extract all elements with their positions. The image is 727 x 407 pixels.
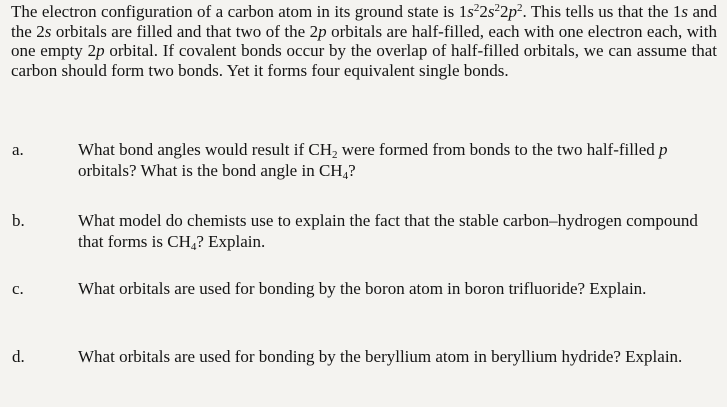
config-p: p	[508, 2, 517, 21]
config-2: 2	[479, 2, 488, 21]
intro-text: orbital. If covalent bonds occur by the overlap of half-filled orbitals, we can assume that carbon should form two bonds. Yet it forms four equivalent single bonds.	[11, 41, 717, 80]
orbital-num: 2	[309, 21, 319, 41]
question-d	[12, 346, 717, 367]
question-letter: a.	[12, 140, 24, 159]
intro-text: and the	[11, 2, 718, 41]
intro-text: . This tells us that the	[522, 2, 673, 21]
orbital-letter: s	[44, 21, 52, 41]
question-text: What orbitals are used for bonding by the beryllium atom in beryllium hydride? Explain.	[78, 347, 683, 366]
question-letter: b.	[12, 211, 25, 230]
config-1: 1	[458, 2, 468, 21]
config-exp: 2	[494, 2, 500, 14]
orbital-num: 1	[672, 2, 682, 21]
question-text: What model do chemists use to explain the fact that the stable carbon–hydrogen compound that forms is $CH_4$? Explain.	[78, 211, 698, 253]
config-exp: 2	[516, 2, 523, 14]
question-letter: c.	[12, 279, 24, 298]
intro-text: orbitals are filled and that two of the	[51, 21, 310, 41]
orbital-num: 2	[36, 21, 45, 41]
question-letter: d.	[12, 347, 25, 366]
intro-paragraph	[11, 2, 717, 80]
question-a	[12, 139, 717, 181]
orbital-letter: p	[318, 21, 327, 41]
question-c	[12, 278, 717, 299]
orbital-num: 2	[87, 41, 97, 61]
intro-text: orbitals are half-filled, each with one electron each, with one empty	[11, 21, 717, 61]
orbital-letter: s	[681, 2, 689, 21]
config-exp: 2	[473, 2, 480, 14]
config-s: s	[487, 2, 495, 21]
question-text: What orbitals are used for bonding by the boron atom in boron trifluoride? Explain.	[78, 279, 647, 298]
orbital-letter: p	[96, 41, 105, 61]
question-text: What bond angles would result if $CH_2$ were formed from bonds to the two half-filled p orbitals? What is the bond angle in $CH_4$?	[78, 140, 668, 182]
question-b	[12, 210, 717, 252]
config-2: 2	[499, 2, 509, 21]
intro-text: The electron configuration of a carbon atom in its ground state is	[11, 2, 459, 21]
config-s: s	[467, 2, 474, 21]
